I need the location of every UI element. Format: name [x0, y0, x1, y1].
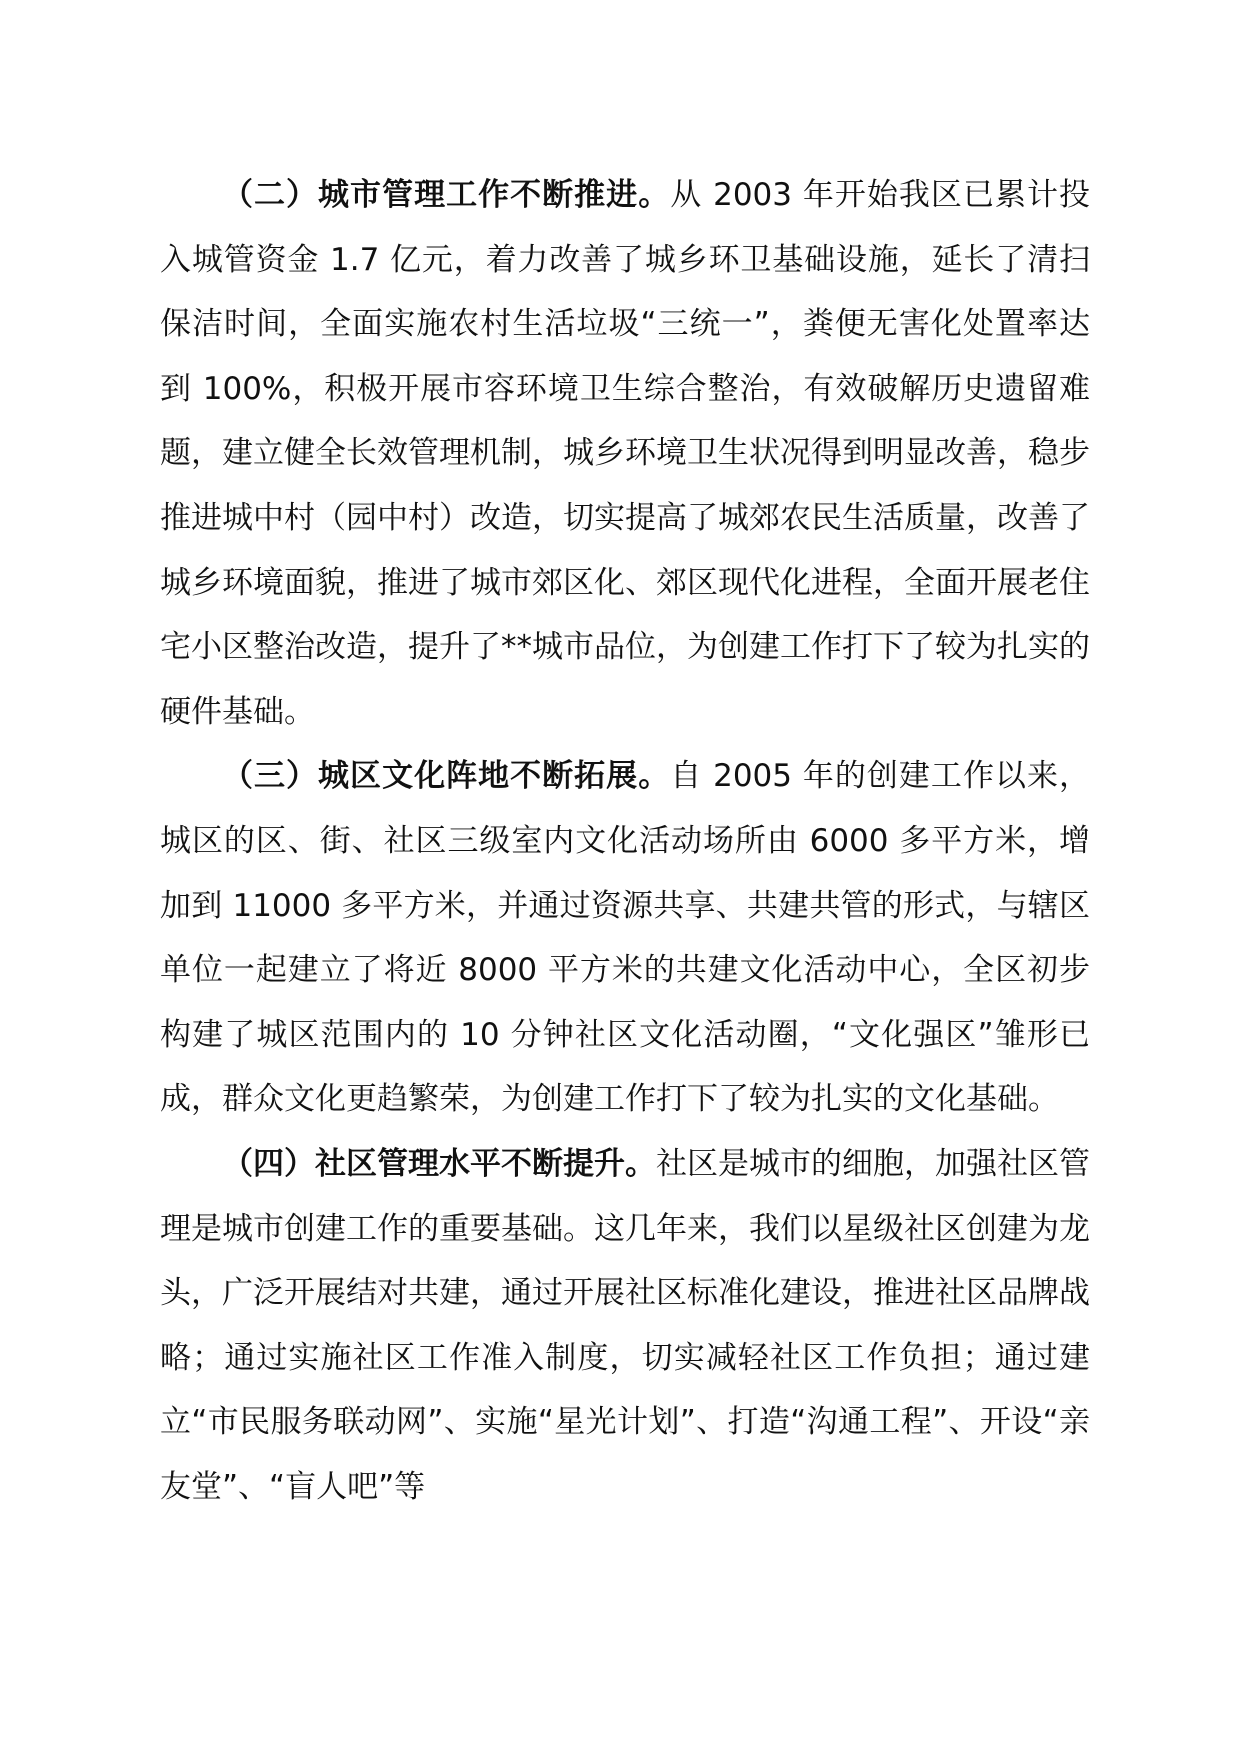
paragraph-heading: （四）社区管理水平不断提升。: [222, 1145, 656, 1182]
paragraph-text: 自 2005 年的创建工作以来，城区的区、街、社区三级室内文化活动场所由 6000 多平方米，增加到 11000 多平方米，并通过资源共享、共建共管的形式，与辖区单位一起建立了将近 8000 平方米的共建文化活动中心，全区初步构建了城区范围内的 10 分钟社区文化活动圈，“文化强区”雏形已成，群众文化更趋繁荣，为创建工作打下了较为扎实的文化基础。: [160, 758, 1090, 1118]
paragraph-culture-venues: [160, 744, 1090, 1132]
paragraph-community-management: [160, 1132, 1090, 1520]
paragraph-text: 从 2003 年开始我区已累计投入城管资金 1.7 亿元，着力改善了城乡环卫基础设施，延长了清扫保洁时间，全面实施农村生活垃圾“三统一”，粪便无害化处置率达到 100%，积极开展市容环境卫生综合整治，有效破解历史遗留难题，建立健全长效管理机制，城乡环境卫生状况得到明显改善，稳步推进城中村（园中村）改造，切实提高了城郊农民生活质量，改善了城乡环境面貌，推进了城市郊区化、郊区现代化进程，全面开展老住宅小区整治改造，提升了**城市品位，为创建工作打下了较为扎实的硬件基础。: [160, 177, 1090, 730]
paragraph-text: 社区是城市的细胞，加强社区管理是城市创建工作的重要基础。这几年来，我们以星级社区创建为龙头，广泛开展结对共建，通过开展社区标准化建设，推进社区品牌战略；通过实施社区工作准入制度，切实减轻社区工作负担；通过建立“市民服务联动网”、实施“星光计划”、打造“沟通工程”、开设“亲友堂”、“盲人吧”等: [160, 1145, 1090, 1505]
paragraph-heading: （二）城市管理工作不断推进。: [222, 177, 671, 213]
paragraph-urban-management: [160, 163, 1090, 744]
paragraph-heading: （三）城区文化阵地不断拓展。: [222, 758, 671, 795]
document-body: [160, 163, 1090, 1519]
